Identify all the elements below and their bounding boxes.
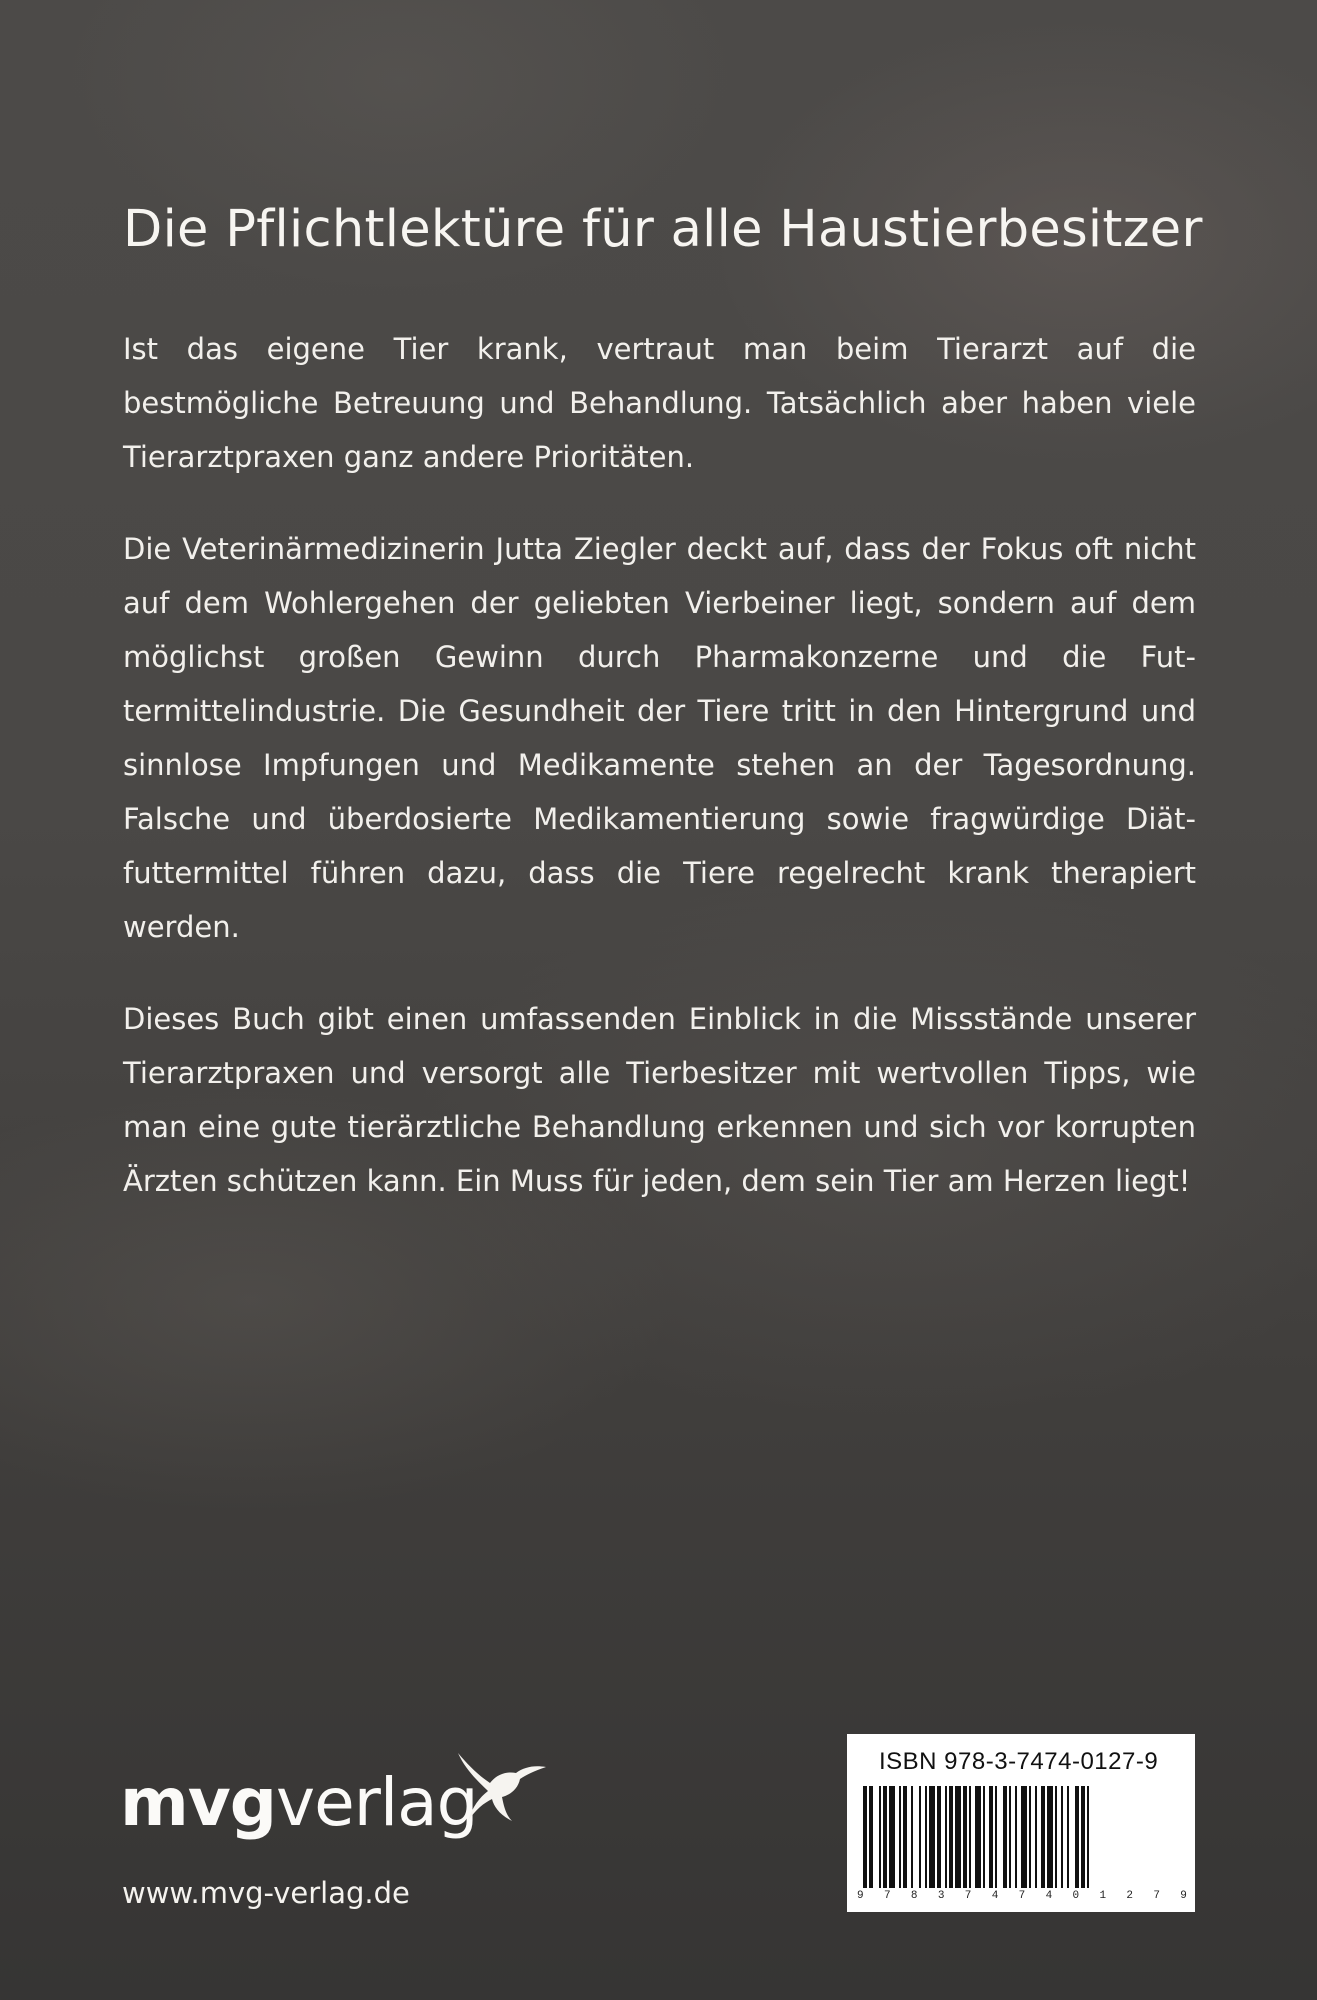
barcode-bar (1009, 1786, 1011, 1888)
barcode-bar (879, 1786, 881, 1888)
barcode-bar (1081, 1786, 1085, 1888)
barcode-bar (1061, 1786, 1063, 1888)
barcode-bar (911, 1786, 913, 1888)
barcode-digit: 1 (1099, 1890, 1107, 1902)
barcode-bar (903, 1786, 907, 1888)
barcode-bar (863, 1786, 867, 1888)
barcode-bar (1047, 1786, 1053, 1888)
isbn-label: ISBN 978-3-7474-0127-9 (879, 1748, 1159, 1775)
barcode-bar (1075, 1786, 1079, 1888)
barcode-bar (1087, 1786, 1089, 1888)
barcode-digit: 7 (1153, 1890, 1160, 1902)
publisher-logo (120, 1755, 550, 1865)
barcode-bar (919, 1786, 921, 1888)
barcode-digit: 4 (1045, 1890, 1053, 1902)
isbn-barcode (847, 1734, 1195, 1912)
barcode-digit: 7 (1018, 1890, 1026, 1902)
barcode-bar (883, 1786, 887, 1888)
barcode-bar (1041, 1786, 1045, 1888)
barcode-bar (1015, 1786, 1017, 1888)
publisher-url: www.mvg-verlag.de (122, 1876, 410, 1910)
barcode-bar (945, 1786, 947, 1888)
blurb-paragraph-3: Dieses Buch gibt einen umfassenden Einblick in die Missstände unserer Tierarztpraxen und versorgt alle Tierbesitzer mit wertvollen Tipps, wie man eine gute tierärztliche Behandlung erkennen und sich vor korrupten Ärzten schützen kann. Ein Muss für jeden, dem sein Tier am Herzen liegt! (123, 1002, 1196, 1198)
blurb (123, 322, 1196, 1246)
barcode-bar (963, 1786, 967, 1888)
barcode-bar (899, 1786, 901, 1888)
barcode-bar (969, 1786, 971, 1888)
barcode-bar (995, 1786, 997, 1888)
barcode-digit: 9 (1180, 1890, 1187, 1902)
logo-mvg: mvg (120, 1764, 277, 1841)
barcode-digit: 7 (883, 1890, 891, 1902)
barcode-bar (889, 1786, 895, 1888)
blurb-paragraph-1: Ist das eigene Tier krank, vertraut man beim Tierarzt auf die bestmögliche Betreuung und Behandlung. Tatsächlich aber haben viele Tierarztpraxen ganz andere Prioritäten. (123, 332, 1196, 474)
barcode-bar (983, 1786, 985, 1888)
barcode-bar (1067, 1786, 1069, 1888)
barcode-digit: 4 (991, 1890, 999, 1902)
logo-verlag: verlag (276, 1764, 478, 1841)
headline: Die Pflichtlektüre für alle Haustierbesitzer (123, 200, 1203, 259)
barcode-bar (869, 1786, 873, 1888)
barcode-bar (1003, 1786, 1007, 1888)
barcode-digit: 7 (964, 1890, 972, 1902)
barcode-bar (975, 1786, 981, 1888)
barcode-bar (1035, 1786, 1037, 1888)
barcode-bar (955, 1786, 961, 1888)
barcode-bar (989, 1786, 993, 1888)
barcode-digit: 0 (1072, 1890, 1080, 1902)
hummingbird-icon (450, 1745, 550, 1845)
barcode-digit: 2 (1126, 1890, 1133, 1902)
barcode-bar (929, 1786, 935, 1888)
barcode-digit: 9 (857, 1890, 864, 1902)
barcode-bars (847, 1734, 1195, 1912)
barcode-bar (1021, 1786, 1027, 1888)
blurb-paragraph-2: Die Veterinärmedizinerin Jutta Ziegler deckt auf, dass der Fokus oft nicht auf dem Wohlergehen der geliebten Vierbeiner liegt, sondern auf dem möglichst großen Gewinn durch Pharmakonzerne und die Futtermittelindustrie. Die Gesundheit der Tiere tritt in den Hintergrund und sinnlose Impfungen und Medikamente stehen an der Tagesordnung. Falsche und überdosierte Medikamentierung sowie fragwürdige Diätfuttermittel führen dazu, dass die Tiere regelrecht krank therapiert werden. (123, 532, 1196, 944)
barcode-digit: 3 (937, 1890, 945, 1902)
barcode-bar (1029, 1786, 1031, 1888)
barcode-bar (1055, 1786, 1057, 1888)
barcode-digits (857, 1890, 1187, 1902)
barcode-bar (937, 1786, 941, 1888)
barcode-bar (949, 1786, 953, 1888)
barcode-bar (925, 1786, 927, 1888)
barcode-digit: 8 (910, 1890, 918, 1902)
